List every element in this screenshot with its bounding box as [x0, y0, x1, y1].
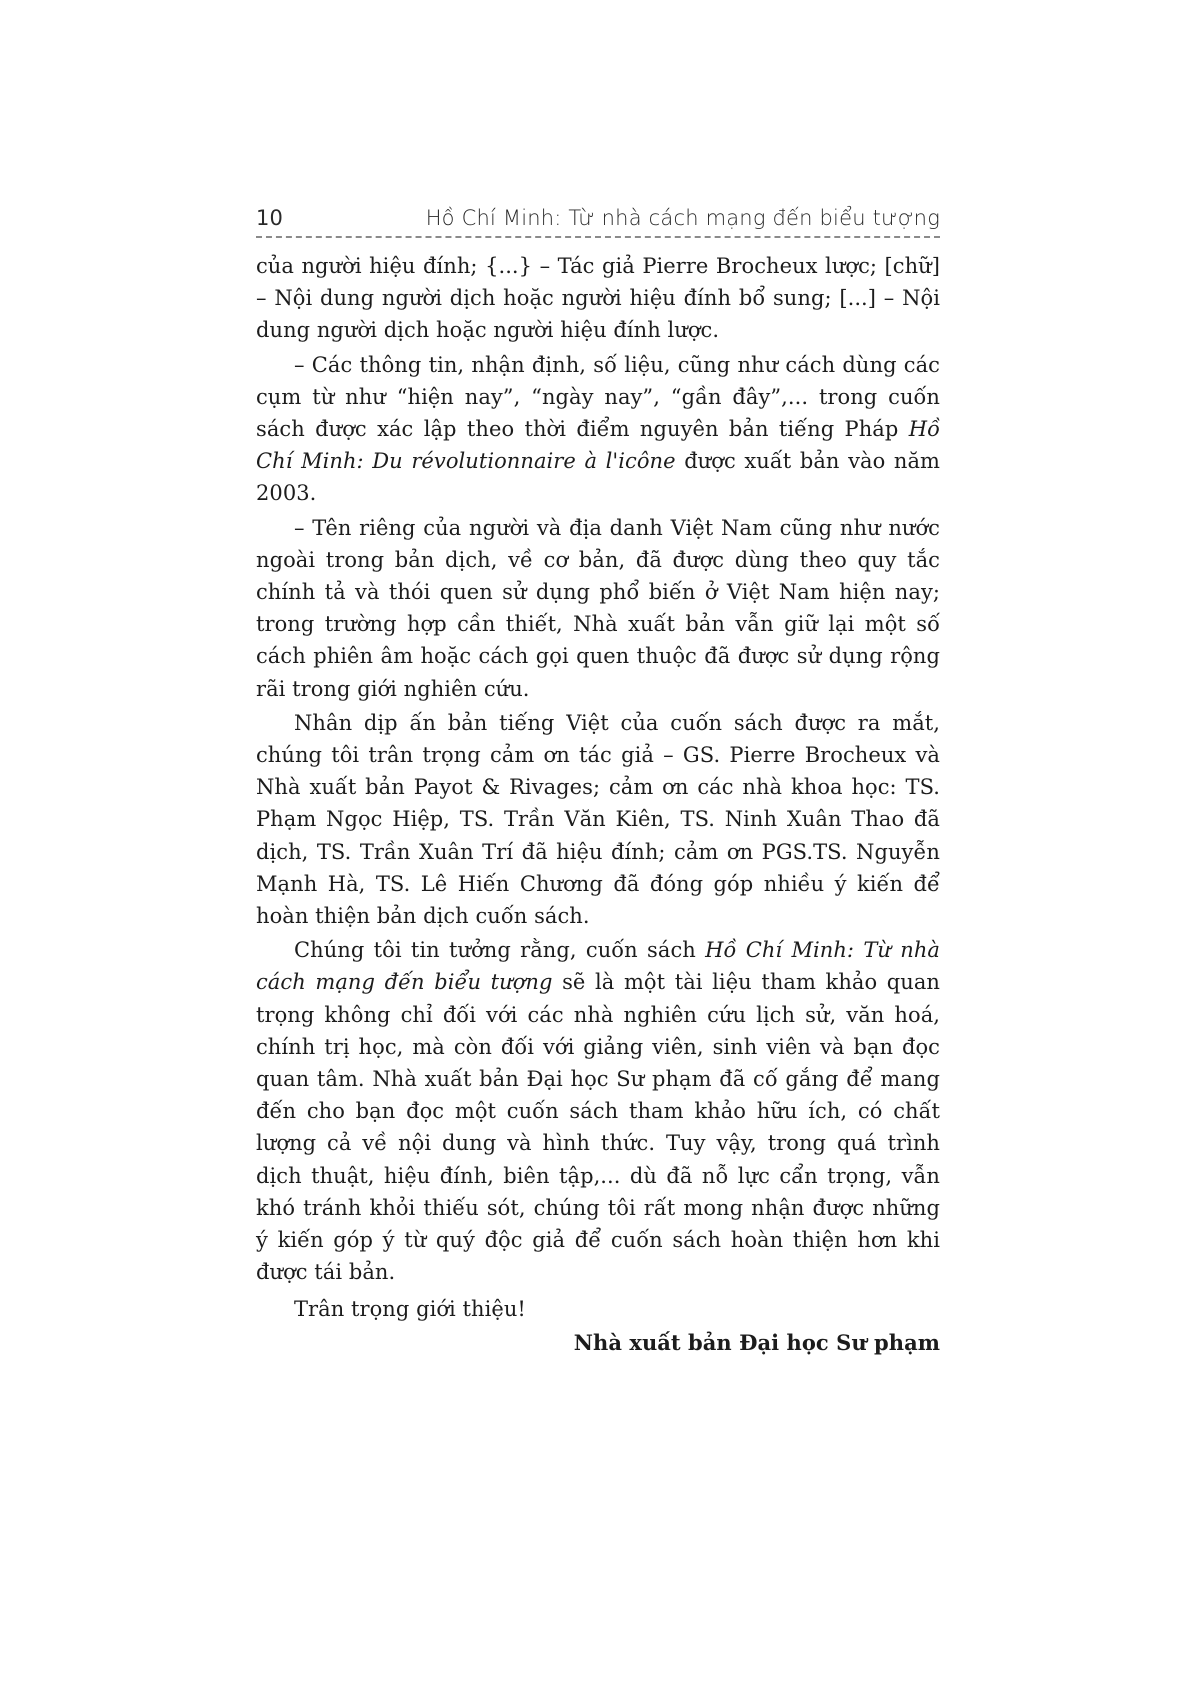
original-title-italic: Hồ Chí Minh: Du révolutionnaire à l'icône: [256, 417, 940, 474]
paragraph-text: sẽ là một tài liệu tham khảo quan trọng không chỉ đối với các nhà nghiên cứu lịch sử, văn hoá, chính trị học, mà còn đối với giảng viên, sinh viên và bạn đọc quan tâm. Nhà xuất bản Đại học Sư phạm đã cố gắng để mang đến cho bạn đọc một cuốn sách tham khảo hữu ích, có chất lượng cả về nội dung và hình thức. Tuy vậy, trong quá trình dịch thuật, hiệu đính, biên tập,... dù đã nỗ lực cẩn trọng, vẫn khó tránh khỏi thiếu sót, chúng tôi rất mong nhận được những ý kiến góp ý từ quý độc giả để cuốn sách hoàn thiện hơn khi được tái bản.: [256, 970, 940, 1285]
paragraph-text: được xuất bản vào năm 2003.: [256, 449, 941, 506]
paragraph-names-note: – Tên riêng của người và địa danh Việt Nam cũng như nước ngoài trong bản dịch, về cơ bản, đã được dùng theo quy tắc chính tả và thói quen sử dụng phổ biến ở Việt Nam hiện nay; trong trường hợp cần thiết, Nhà xuất bản vẫn giữ lại một số cách phiên âm hoặc cách gọi quen thuộc đã được sử dụng rộng rãi trong giới nghiên cứu.: [256, 515, 940, 701]
paragraph-text: – Các thông tin, nhận định, số liệu, cũng như cách dùng các cụm từ như “hiện nay”, “ngày nay”, “gần đây”,... trong cuốn sách được xác lập theo thời điểm nguyên bản tiếng Pháp: [256, 352, 940, 442]
book-title-italic: Hồ Chí Minh: Từ nhà cách mạng đến biểu tượng: [256, 938, 941, 995]
closing-line: Trân trọng giới thiệu!: [294, 1296, 526, 1321]
book-page: [256, 204, 940, 1361]
paragraph-text: Chúng tôi tin tưởng rằng, cuốn sách: [294, 938, 706, 963]
running-title: Hồ Chí Minh: Từ nhà cách mạng đến biểu tượng: [425, 206, 940, 230]
paragraph-acknowledgements: Nhân dịp ấn bản tiếng Việt của cuốn sách được ra mắt, chúng tôi trân trọng cảm ơn tác giả – GS. Pierre Brocheux và Nhà xuất bản Payot & Rivages; cảm ơn các nhà khoa học: TS. Phạm Ngọc Hiệp, TS. Trần Văn Kiên, TS. Ninh Xuân Thao đã dịch, TS. Trần Xuân Trí đã hiệu đính; cảm ơn PGS.TS. Nguyễn Mạnh Hà, TS. Lê Hiến Chương đã đóng góp nhiều ý kiến để hoàn thiện bản dịch cuốn sách.: [256, 710, 940, 929]
running-header: [256, 204, 940, 238]
body-text: [256, 250, 940, 1359]
paragraph-conclusion: [256, 934, 940, 1288]
paragraph-timing-note: [256, 349, 940, 510]
publisher-signature: Nhà xuất bản Đại học Sư phạm: [573, 1329, 940, 1355]
paragraph-continuation: của người hiệu đính; {...} – Tác giả Pierre Brocheux lược; [chữ] – Nội dung người dịch hoặc người hiệu đính bổ sung; [...] – Nội dung người dịch hoặc người hiệu đính lược.: [256, 254, 940, 343]
page-number: 10: [256, 206, 284, 230]
